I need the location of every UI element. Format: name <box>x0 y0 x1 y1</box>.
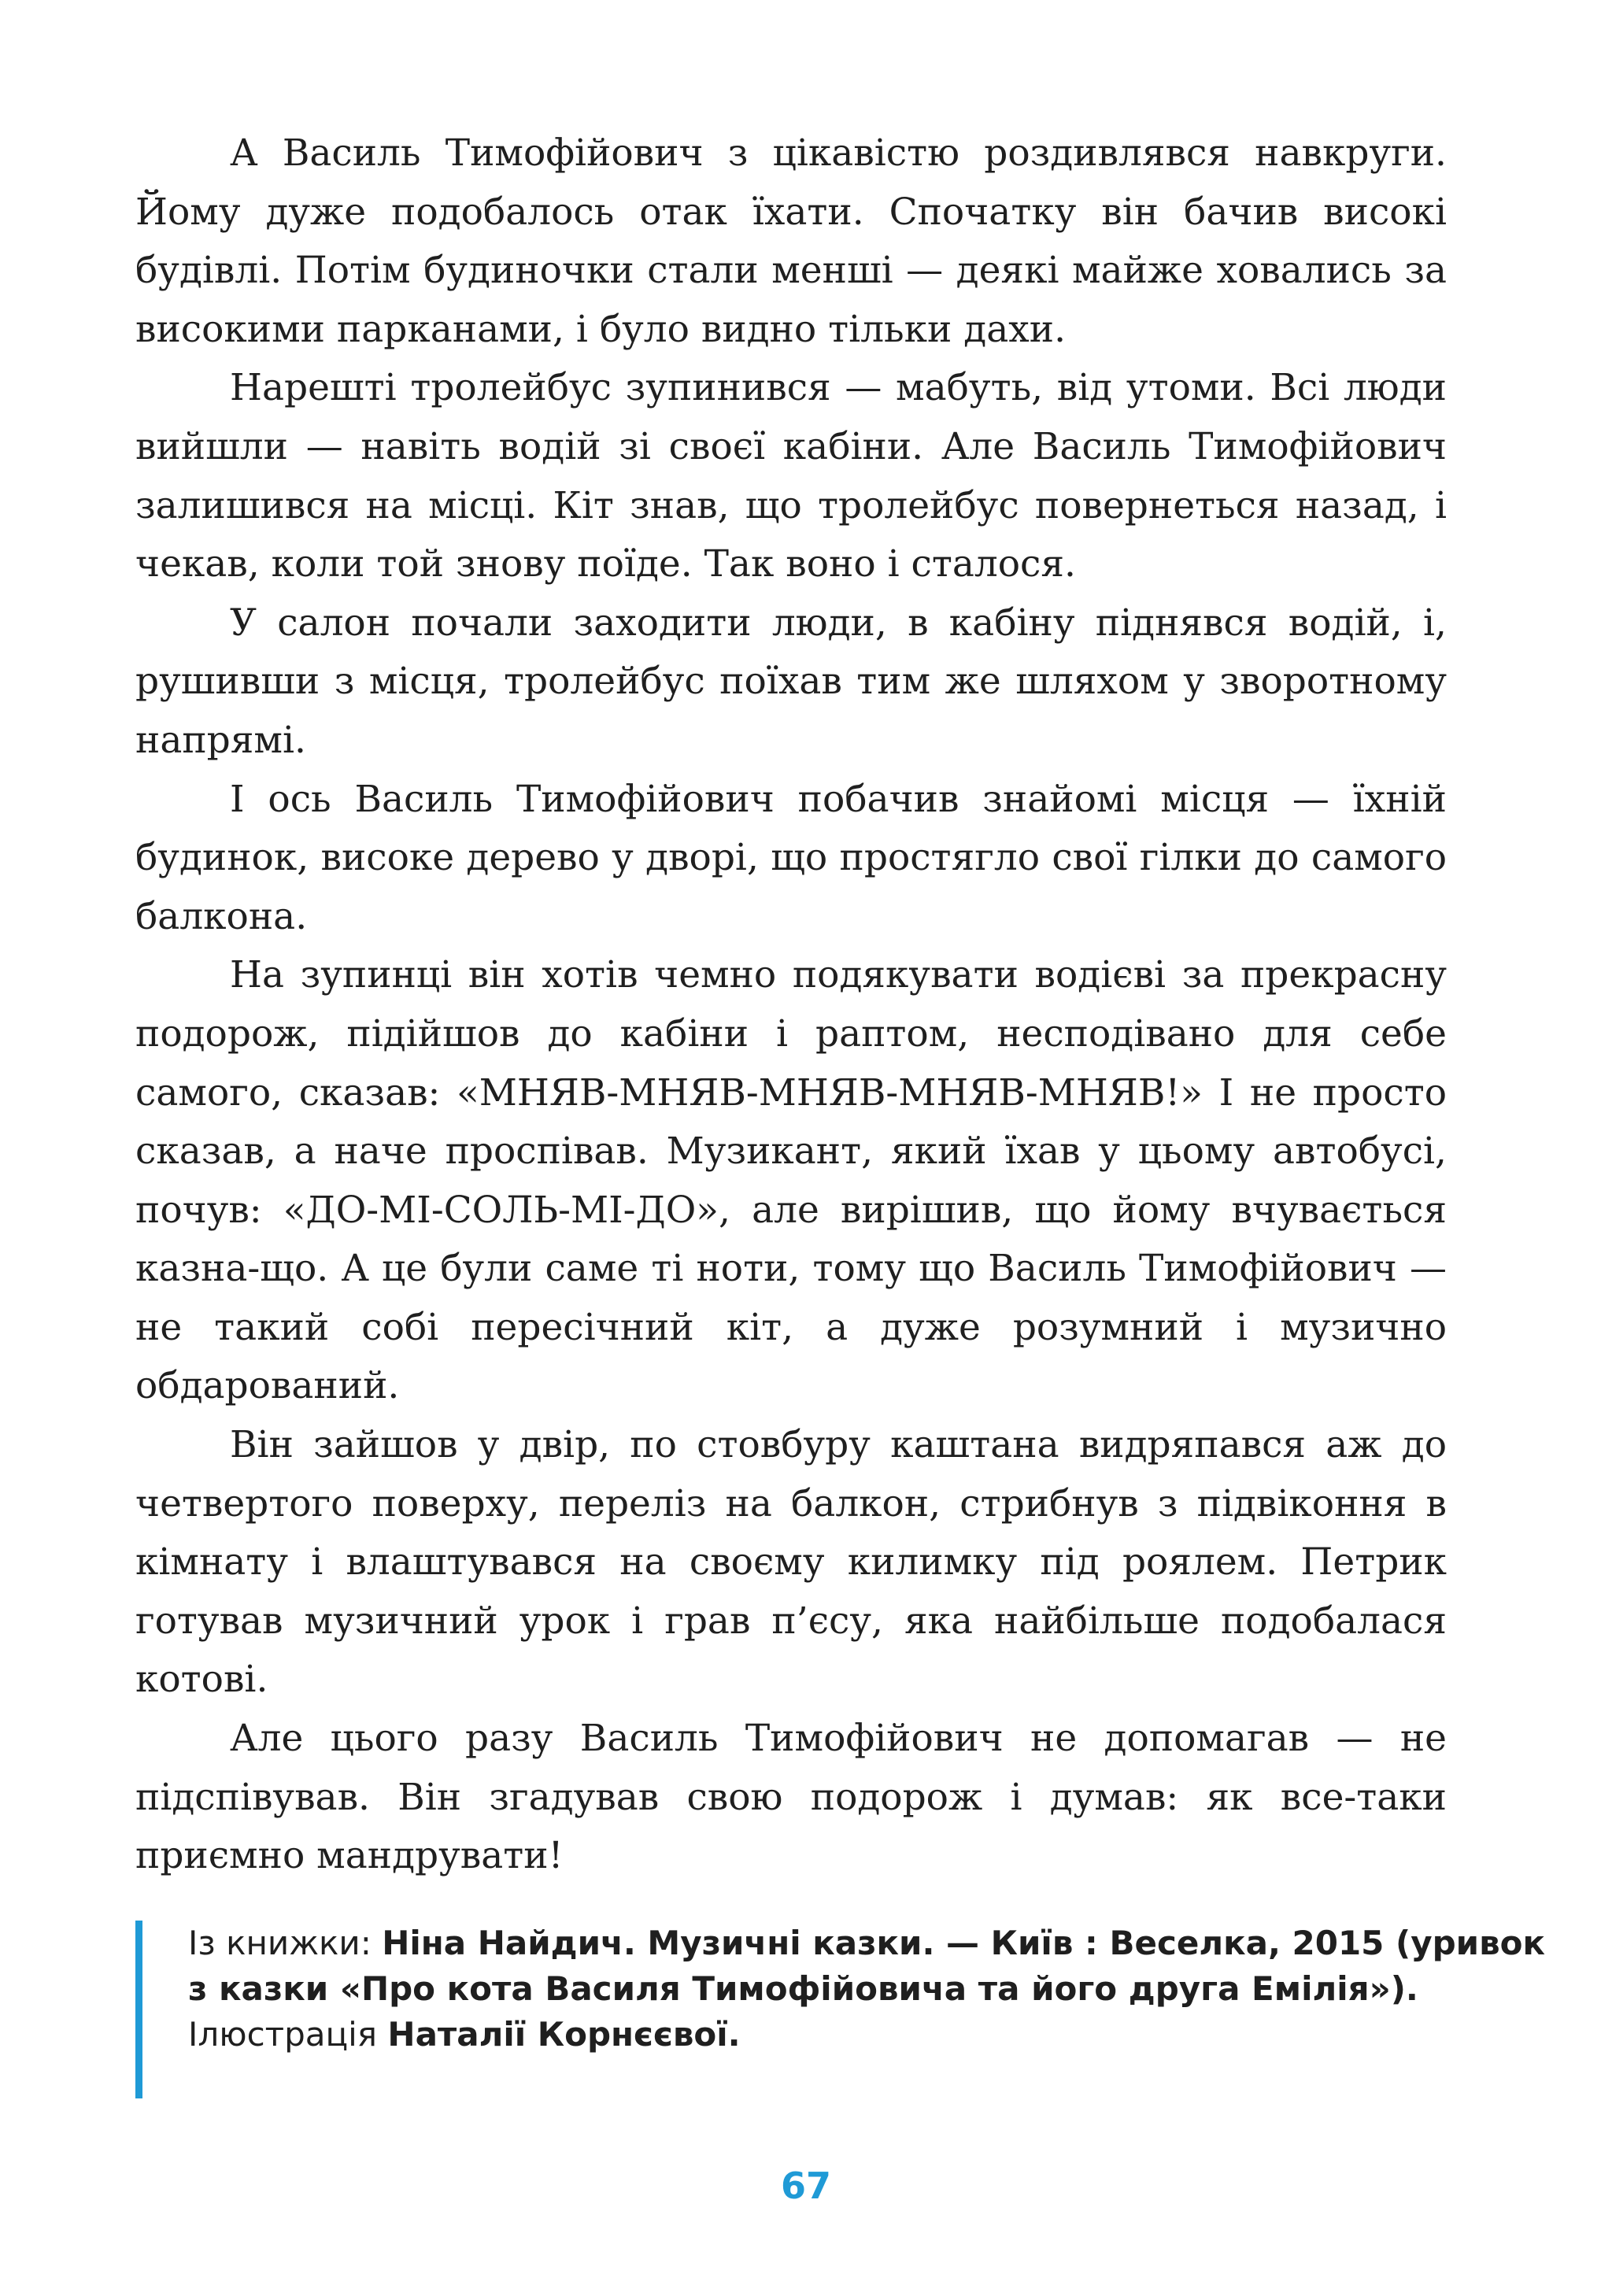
story-paragraph-5: На зупинці він хотів чемно подякувати водієві за прекрасну подорож, підійшов до кабіни і раптом, несподівано для себе самого, сказав: «МНЯВ-МНЯВ-МНЯВ-МНЯВ-МНЯВ!» І не просто сказав, а наче проспівав. Музикант, який їхав у цьому автобусі, почув: «ДО-МІ-СОЛЬ-МІ-ДО», але вирішив, що йому вчувається казна-що. А це були саме ті ноти, тому що Василь Тимофійович — не такий собі пересічний кіт, а дуже розумний і музично обдарований. <box>135 953 1447 1408</box>
story-text <box>135 124 1447 1886</box>
citation-book: Ніна Найдич. Музичні казки. — Київ : Веселка, 2015 (уривок <box>382 1924 1546 1962</box>
story-paragraph-2: Нарешті тролейбус зупинився — мабуть, від утоми. Всі люди вийшли — навіть водій зі своєї кабіни. Але Василь Тимофійович залишився на місці. Кіт знав, що тролейбус повернеться назад, і чекав, коли той знову поїде. Так воно і сталося. <box>135 366 1447 586</box>
citation-book-continued: з казки «Про кота Василя Тимофійовича та його друга Емілія»). <box>188 1969 1418 2008</box>
source-citation <box>135 1921 1546 2098</box>
story-paragraph-6: Він зайшов у двір, по стовбуру каштана видряпався аж до четвертого поверху, переліз на балкон, стрибнув з підвіконня в кімнату і влаштувався на своєму килимку під роялем. Петрик готував музичний урок і грав п’єсу, яка найбільше подобалася котові. <box>135 1423 1447 1702</box>
citation-line-1 <box>188 1921 1546 1966</box>
illustration-prefix: Ілюстрація <box>188 2015 388 2054</box>
citation-line-3 <box>188 2012 1458 2058</box>
story-paragraph-7: Але цього разу Василь Тимофійович не допомагав — не підспівував. Він згадував свою подорож і думав: як все-таки приємно мандрувати! <box>135 1717 1447 1878</box>
citation-line-2 <box>188 1966 1458 2012</box>
citation-prefix: Із книжки: <box>188 1924 383 1962</box>
illustrator-name: Наталії Корнєєвої. <box>387 2015 741 2054</box>
story-paragraph-4: І ось Василь Тимофійович побачив знайомі місця — їхній будинок, високе дерево у дворі, що простягло свої гілки до самого балкона. <box>135 777 1447 938</box>
page-number: 67 <box>780 2165 831 2207</box>
story-paragraph-3: У салон почали заходити люди, в кабіну піднявся водій, і, рушивши з місця, тролейбус поїхав тим же шляхом у зворотному напрямі. <box>135 601 1447 762</box>
story-paragraph-1: А Василь Тимофійович з цікавістю роздивлявся навкруги. Йому дуже подобалось отак їхати. Спочатку він бачив високі будівлі. Потім будиночки стали менші — деякі майже ховались за високими парканами, і було видно тільки дахи. <box>135 131 1447 351</box>
